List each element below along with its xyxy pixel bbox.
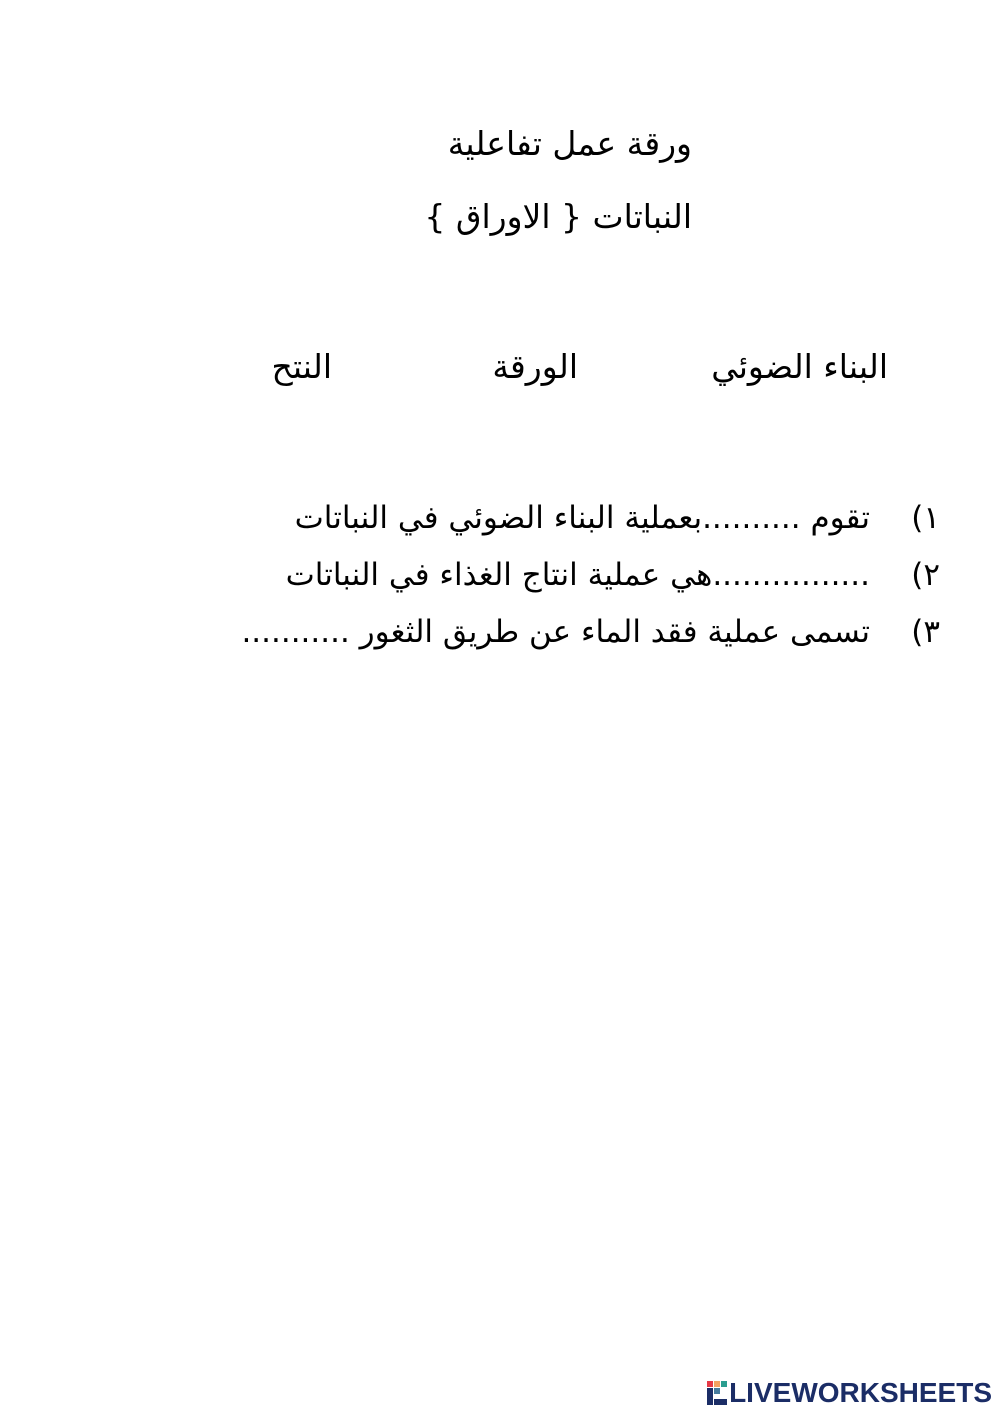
question-3 xyxy=(241,614,940,650)
worksheet-subtitle: النباتات { الاوراق } xyxy=(424,197,692,236)
word-bank-item-photosynthesis: البناء الضوئي xyxy=(711,347,888,386)
worksheet-title: ورقة عمل تفاعلية xyxy=(447,124,692,163)
liveworksheets-logo-icon xyxy=(707,1381,727,1405)
question-text: تسمى عملية فقد الماء عن طريق الثغور ........... xyxy=(241,614,870,650)
word-bank-item-transpiration: النتح xyxy=(271,347,332,386)
question-number: ٢) xyxy=(911,557,940,593)
question-number: ١) xyxy=(911,500,940,536)
liveworksheets-logo xyxy=(707,1379,992,1407)
question-number: ٣) xyxy=(911,614,940,650)
logo-text: LIVEWORKSHEETS xyxy=(729,1377,992,1408)
question-1 xyxy=(294,500,940,536)
question-text: ................هي عملية انتاج الغذاء في النباتات xyxy=(285,557,870,593)
question-text: تقوم ..........بعملية البناء الضوئي في النباتات xyxy=(294,500,870,536)
word-bank-item-leaf: الورقة xyxy=(492,347,578,386)
question-2 xyxy=(285,557,940,593)
